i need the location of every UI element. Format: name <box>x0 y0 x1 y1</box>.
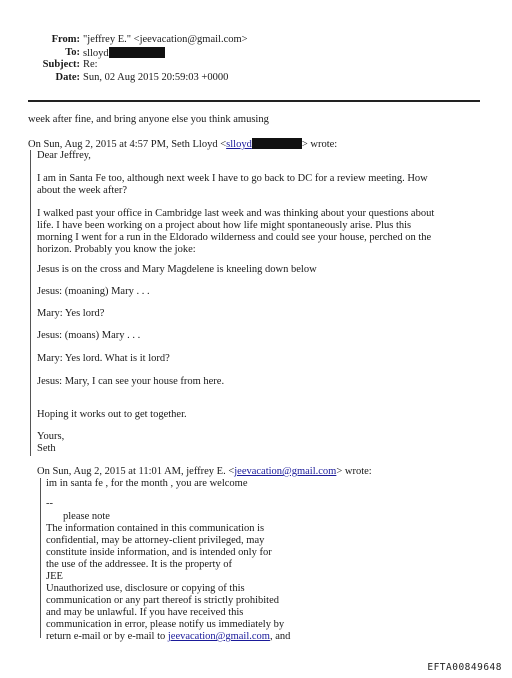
disclaimer-line-5: JEE <box>46 571 63 582</box>
header-to-row <box>0 47 512 60</box>
quote2-intro-before: On Sun, Aug 2, 2015 at 11:01 AM, jeffrey E. < <box>37 466 235 477</box>
disclaimer-line-4: the use of the addressee. It is the property of <box>46 559 233 570</box>
joke-line-4: Jesus: (moans) Mary . . . <box>37 330 141 341</box>
paragraph-2-line-1: I walked past your office in Cambridge last week and was thinking about your questions about <box>37 208 435 219</box>
quote2-email-link[interactable]: jeevacation@gmail.com <box>234 466 337 477</box>
quote1-bar <box>30 150 31 456</box>
disclaimer-line-8: and may be unlawful. If you have received this <box>46 607 244 618</box>
closing-yours: Yours, <box>37 431 65 442</box>
salutation: Dear Jeffrey, <box>37 150 91 161</box>
header-date-row <box>0 72 512 85</box>
closing-name: Seth <box>37 443 56 454</box>
email-header <box>0 34 512 84</box>
from-value: "jeffrey E." <jeevacation@gmail.com> <box>83 34 248 45</box>
disclaimer-line-10-after: , and <box>269 631 291 642</box>
joke-line-2: Jesus: (moaning) Mary . . . <box>37 286 150 297</box>
quote2-intro <box>37 466 372 478</box>
subject-value: Re: <box>83 59 98 71</box>
joke-line-3: Mary: Yes lord? <box>37 308 105 319</box>
to-value: slloyd <box>83 47 109 59</box>
disclaimer-line-7: communication or any part thereof is strictly prohibited <box>46 595 279 606</box>
disclaimer-line-6: Unauthorized use, disclosure or copying of this <box>46 583 245 594</box>
header-subject-row <box>0 59 512 72</box>
subject-label: Subject: <box>42 59 80 71</box>
disclaimer-line-9: communication in error, please notify us immediately by <box>46 619 285 630</box>
disclaimer-line-2: confidential, may be attorney-client privileged, may <box>46 535 265 546</box>
quote2-intro-after: > wrote: <box>336 466 372 477</box>
quote1-email-link[interactable]: slloyd <box>226 139 252 150</box>
paragraph-1-line-2: about the week after? <box>37 185 128 196</box>
redaction-block <box>109 47 165 58</box>
quote1-intro-before: On Sun, Aug 2, 2015 at 4:57 PM, Seth Lloyd < <box>28 139 227 150</box>
disclaimer-line-1: The information contained in this communication is <box>46 523 265 534</box>
reply-line: week after fine, and bring anyone else you think amusing <box>28 114 269 125</box>
header-divider <box>28 100 480 102</box>
to-value-wrap <box>83 47 165 60</box>
paragraph-2-line-3: morning I went for a run in the Eldorado wilderness and could see your house, perched on the <box>37 232 432 243</box>
disclaimer-line-10 <box>46 631 290 643</box>
disclaimer-line-10-before: return e-mail or by e-mail to <box>46 631 168 642</box>
disclaimer-note: please note <box>63 511 110 522</box>
header-from-row <box>0 34 512 47</box>
closing-line: Hoping it works out to get together. <box>37 409 187 420</box>
document-id: EFTA00849648 <box>427 662 502 673</box>
disclaimer-email-link[interactable]: jeevacation@gmail.com <box>167 631 270 642</box>
joke-line-6: Jesus: Mary, I can see your house from here. <box>37 376 225 387</box>
quote1-intro-after: > wrote: <box>301 139 338 150</box>
joke-line-1: Jesus is on the cross and Mary Magdelene is kneeling down below <box>37 264 317 275</box>
from-label: From: <box>51 34 80 45</box>
quote2-body: im in santa fe , for the month , you are welcome <box>46 478 248 489</box>
disclaimer-line-3: constitute inside information, and is intended only for <box>46 547 272 558</box>
paragraph-2-line-2: life. I have been working on a project about how life might spontaneously arise. Plus this <box>37 220 412 231</box>
quote2-bar <box>40 478 41 638</box>
signature-dashes: -- <box>46 498 53 509</box>
paragraph-2-line-4: horizon. Probably you know the joke: <box>37 244 196 255</box>
joke-line-5: Mary: Yes lord. What is it lord? <box>37 353 170 364</box>
date-value: Sun, 02 Aug 2015 20:59:03 +0000 <box>83 71 229 83</box>
to-label: To: <box>65 46 80 58</box>
redaction-block <box>252 138 302 149</box>
paragraph-1-line-1: I am in Santa Fe too, although next week I have to go back to DC for a review meeting. How <box>37 173 428 184</box>
date-label: Date: <box>55 71 80 83</box>
